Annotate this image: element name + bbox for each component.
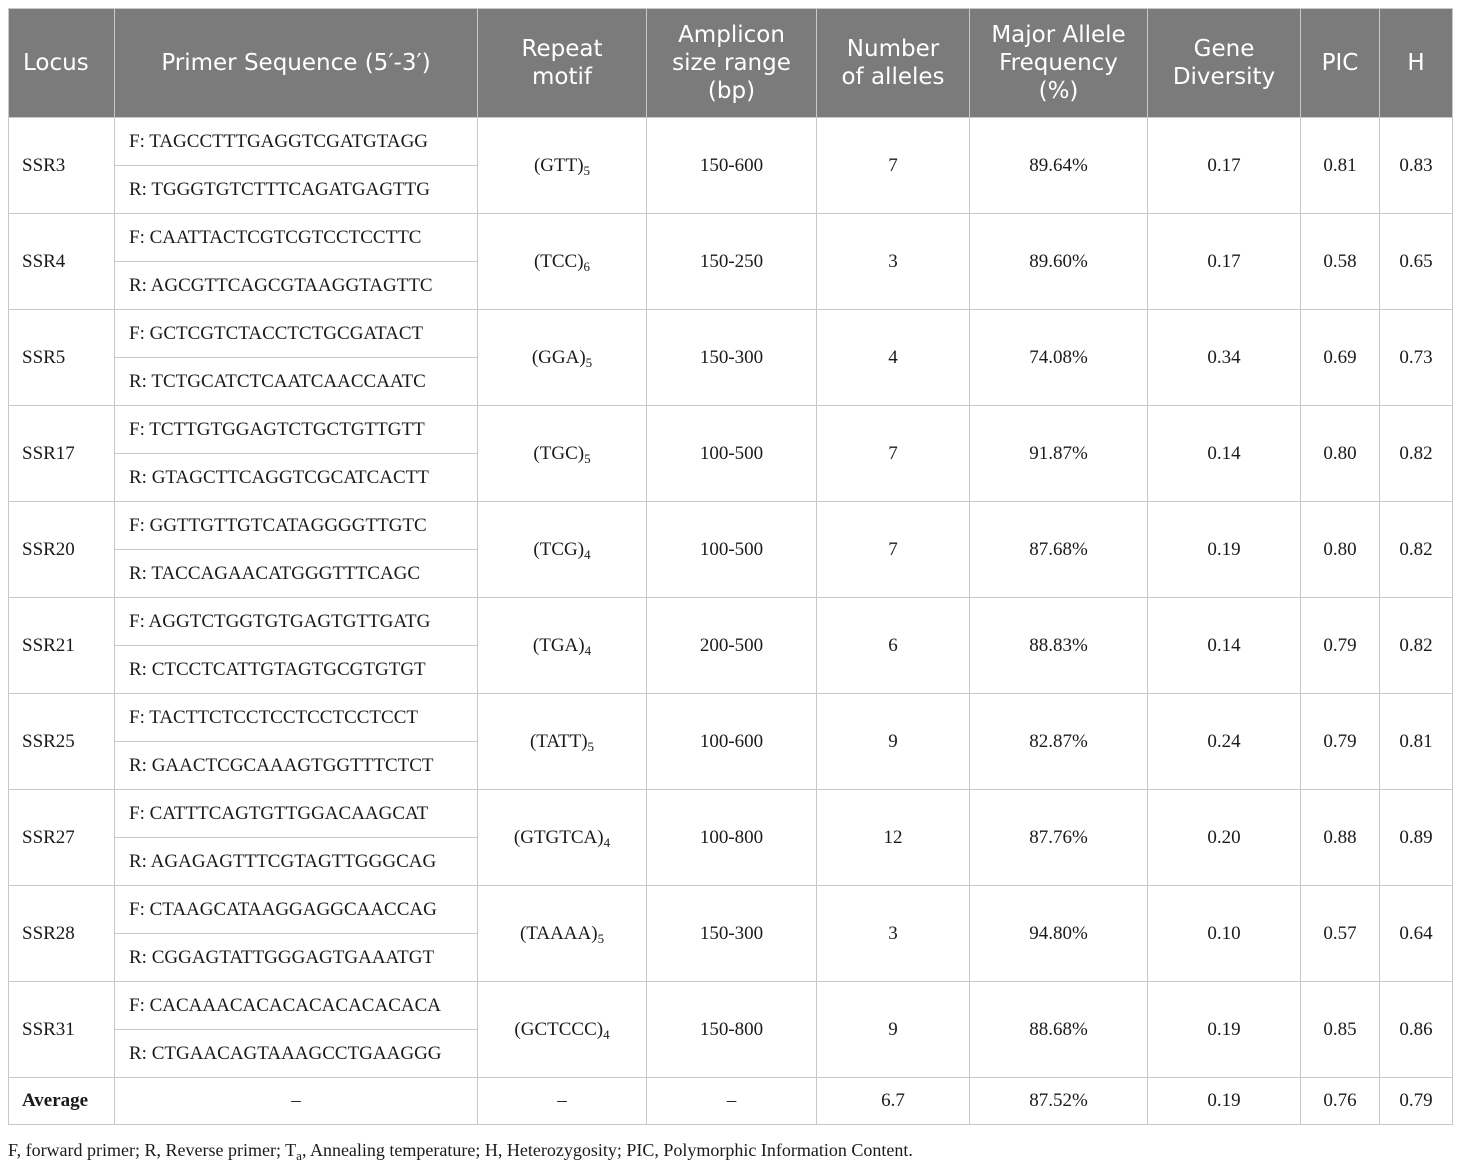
table-row — [9, 310, 1453, 358]
motif-unit: (GTGTCA) — [513, 826, 604, 848]
amplicon-size-cell: 150-300 — [647, 886, 817, 982]
amplicon-size-cell: 100-500 — [647, 502, 817, 598]
locus-cell: SSR4 — [9, 214, 115, 310]
motif-count: 4 — [584, 546, 591, 562]
heterozygosity-cell: 0.73 — [1380, 310, 1453, 406]
table-row — [9, 406, 1453, 454]
header-amp-line3: (bp) — [707, 78, 756, 104]
heterozygosity-cell: 0.81 — [1380, 694, 1453, 790]
amplicon-size-cell: 150-250 — [647, 214, 817, 310]
motif-unit: (GCTCCC) — [514, 1018, 604, 1040]
table-footnote — [8, 1140, 913, 1161]
header-maf-line2: Frequency — [999, 50, 1118, 76]
header-primer-sequence: Primer Sequence (5′-3′) — [115, 9, 478, 118]
gene-diversity-cell: 0.14 — [1148, 406, 1301, 502]
motif-count: 4 — [603, 1026, 610, 1042]
motif-unit: (TAAAA) — [519, 922, 598, 944]
pic-cell: 0.69 — [1301, 310, 1380, 406]
table-row — [9, 118, 1453, 166]
gene-diversity-cell: 0.20 — [1148, 790, 1301, 886]
header-row — [9, 9, 1453, 118]
gene-diversity-cell: 0.14 — [1148, 598, 1301, 694]
allele-count-cell: 9 — [817, 694, 970, 790]
gene-diversity-cell: 0.17 — [1148, 214, 1301, 310]
heterozygosity-cell: 0.82 — [1380, 406, 1453, 502]
average-primer-cell: – — [115, 1078, 478, 1125]
major-allele-frequency-cell: 88.68% — [970, 982, 1148, 1078]
locus-cell: SSR28 — [9, 886, 115, 982]
gene-diversity-cell: 0.19 — [1148, 982, 1301, 1078]
repeat-motif-cell — [478, 790, 647, 886]
amplicon-size-cell: 150-600 — [647, 118, 817, 214]
repeat-motif-cell — [478, 502, 647, 598]
locus-cell: SSR20 — [9, 502, 115, 598]
table-row — [9, 694, 1453, 742]
major-allele-frequency-cell: 89.64% — [970, 118, 1148, 214]
repeat-motif-cell — [478, 598, 647, 694]
motif-count: 5 — [584, 450, 591, 466]
pic-cell: 0.58 — [1301, 214, 1380, 310]
table-row — [9, 502, 1453, 550]
average-gene-diversity-cell: 0.19 — [1148, 1078, 1301, 1125]
average-allele-count-cell: 6.7 — [817, 1078, 970, 1125]
reverse-primer-cell: R: TGGGTGTCTTTCAGATGAGTTG — [115, 166, 478, 214]
header-motif-line1: Repeat — [521, 36, 603, 62]
header-maf-line3: (%) — [1038, 78, 1079, 104]
motif-count: 4 — [603, 834, 611, 850]
motif-unit: (TGA) — [532, 634, 585, 656]
forward-primer-cell: F: GGTTGTTGTCATAGGGGTTGTC — [115, 502, 478, 550]
header-gd-line1: Gene — [1193, 36, 1255, 62]
forward-primer-cell: F: TCTTGTGGAGTCTGCTGTTGTT — [115, 406, 478, 454]
motif-count: 6 — [583, 258, 591, 274]
repeat-motif-cell — [478, 406, 647, 502]
heterozygosity-cell: 0.83 — [1380, 118, 1453, 214]
motif-count: 5 — [587, 738, 595, 754]
pic-cell: 0.57 — [1301, 886, 1380, 982]
table-body — [9, 118, 1453, 1125]
locus-cell: SSR25 — [9, 694, 115, 790]
major-allele-frequency-cell: 87.76% — [970, 790, 1148, 886]
table-wrapper — [8, 8, 1452, 1125]
gene-diversity-cell: 0.24 — [1148, 694, 1301, 790]
reverse-primer-cell: R: CGGAGTATTGGGAGTGAAATGT — [115, 934, 478, 982]
amplicon-size-cell: 100-600 — [647, 694, 817, 790]
average-label: Average — [9, 1078, 115, 1125]
major-allele-frequency-cell: 91.87% — [970, 406, 1148, 502]
reverse-primer-cell: R: CTGAACAGTAAAGCCTGAAGGG — [115, 1030, 478, 1078]
header-gd-line2: Diversity — [1172, 64, 1276, 90]
motif-unit: (TATT) — [529, 730, 588, 752]
ssr-marker-table — [8, 8, 1453, 1125]
repeat-motif-cell — [478, 214, 647, 310]
motif-unit: (TGC) — [533, 442, 585, 464]
allele-count-cell: 7 — [817, 118, 970, 214]
allele-count-cell: 4 — [817, 310, 970, 406]
forward-primer-cell: F: CTAAGCATAAGGAGGCAACCAG — [115, 886, 478, 934]
major-allele-frequency-cell: 82.87% — [970, 694, 1148, 790]
heterozygosity-cell: 0.65 — [1380, 214, 1453, 310]
reverse-primer-cell: R: TCTGCATCTCAATCAACCAATC — [115, 358, 478, 406]
forward-primer-cell: F: TACTTCTCCTCCTCCTCCTCCT — [115, 694, 478, 742]
reverse-primer-cell: R: GTAGCTTCAGGTCGCATCACTT — [115, 454, 478, 502]
table-row — [9, 982, 1453, 1030]
header-major-allele-frequency — [970, 9, 1148, 118]
pic-cell: 0.80 — [1301, 406, 1380, 502]
header-num-line2: of alleles — [841, 64, 945, 90]
pic-cell: 0.88 — [1301, 790, 1380, 886]
forward-primer-cell: F: CACAAACACACACACACACACA — [115, 982, 478, 1030]
footnote-part1: F, forward primer; R, Reverse primer; T — [8, 1140, 297, 1160]
motif-unit: (TCC) — [533, 250, 584, 272]
locus-cell: SSR21 — [9, 598, 115, 694]
header-gene-diversity — [1148, 9, 1301, 118]
heterozygosity-cell: 0.82 — [1380, 598, 1453, 694]
table-row — [9, 886, 1453, 934]
header-pic: PIC — [1301, 9, 1380, 118]
pic-cell: 0.79 — [1301, 694, 1380, 790]
reverse-primer-cell: R: CTCCTCATTGTAGTGCGTGTGT — [115, 646, 478, 694]
heterozygosity-cell: 0.89 — [1380, 790, 1453, 886]
heterozygosity-cell: 0.64 — [1380, 886, 1453, 982]
major-allele-frequency-cell: 87.68% — [970, 502, 1148, 598]
average-motif-cell: – — [478, 1078, 647, 1125]
repeat-motif-cell — [478, 694, 647, 790]
header-amplicon-size — [647, 9, 817, 118]
allele-count-cell: 7 — [817, 502, 970, 598]
locus-cell: SSR31 — [9, 982, 115, 1078]
repeat-motif-cell — [478, 310, 647, 406]
table-header — [9, 9, 1453, 118]
reverse-primer-cell: R: AGCGTTCAGCGTAAGGTAGTTC — [115, 262, 478, 310]
average-row — [9, 1078, 1453, 1125]
table-row — [9, 790, 1453, 838]
amplicon-size-cell: 150-800 — [647, 982, 817, 1078]
average-maf-cell: 87.52% — [970, 1078, 1148, 1125]
major-allele-frequency-cell: 74.08% — [970, 310, 1148, 406]
allele-count-cell: 7 — [817, 406, 970, 502]
motif-count: 4 — [584, 642, 592, 658]
forward-primer-cell: F: GCTCGTCTACCTCTGCGATACT — [115, 310, 478, 358]
reverse-primer-cell: R: GAACTCGCAAAGTGGTTTCTCT — [115, 742, 478, 790]
locus-cell: SSR27 — [9, 790, 115, 886]
locus-cell: SSR3 — [9, 118, 115, 214]
table-row — [9, 598, 1453, 646]
reverse-primer-cell: R: TACCAGAACATGGGTTTCAGC — [115, 550, 478, 598]
amplicon-size-cell: 100-500 — [647, 406, 817, 502]
footnote-subscript: a — [296, 1148, 302, 1163]
header-repeat-motif — [478, 9, 647, 118]
motif-count: 5 — [583, 162, 591, 178]
repeat-motif-cell — [478, 982, 647, 1078]
motif-count: 5 — [597, 930, 605, 946]
header-motif-line2: motif — [532, 64, 592, 90]
average-pic-cell: 0.76 — [1301, 1078, 1380, 1125]
header-num-line1: Number — [846, 36, 940, 62]
repeat-motif-cell — [478, 118, 647, 214]
header-maf-line1: Major Allele — [991, 22, 1126, 48]
allele-count-cell: 3 — [817, 886, 970, 982]
header-number-of-alleles — [817, 9, 970, 118]
pic-cell: 0.80 — [1301, 502, 1380, 598]
pic-cell: 0.79 — [1301, 598, 1380, 694]
reverse-primer-cell: R: AGAGAGTTTCGTAGTTGGGCAG — [115, 838, 478, 886]
header-amp-line2: size range — [672, 50, 791, 76]
allele-count-cell: 6 — [817, 598, 970, 694]
motif-count: 5 — [585, 354, 593, 370]
major-allele-frequency-cell: 89.60% — [970, 214, 1148, 310]
forward-primer-cell: F: TAGCCTTTGAGGTCGATGTAGG — [115, 118, 478, 166]
footnote-part2: , Annealing temperature; H, Heterozygosity; PIC, Polymorphic Information Content. — [301, 1140, 913, 1160]
pic-cell: 0.85 — [1301, 982, 1380, 1078]
table-row — [9, 214, 1453, 262]
amplicon-size-cell: 100-800 — [647, 790, 817, 886]
header-locus: Locus — [9, 9, 115, 118]
forward-primer-cell: F: AGGTCTGGTGTGAGTGTTGATG — [115, 598, 478, 646]
locus-cell: SSR17 — [9, 406, 115, 502]
forward-primer-cell: F: CATTTCAGTGTTGGACAAGCAT — [115, 790, 478, 838]
heterozygosity-cell: 0.86 — [1380, 982, 1453, 1078]
allele-count-cell: 12 — [817, 790, 970, 886]
header-amp-line1: Amplicon — [678, 22, 785, 48]
motif-unit: (GTT) — [533, 154, 584, 176]
header-heterozygosity: H — [1380, 9, 1453, 118]
major-allele-frequency-cell: 88.83% — [970, 598, 1148, 694]
pic-cell: 0.81 — [1301, 118, 1380, 214]
locus-cell: SSR5 — [9, 310, 115, 406]
motif-unit: (TCG) — [533, 538, 585, 560]
gene-diversity-cell: 0.19 — [1148, 502, 1301, 598]
gene-diversity-cell: 0.17 — [1148, 118, 1301, 214]
average-amplicon-cell: – — [647, 1078, 817, 1125]
gene-diversity-cell: 0.10 — [1148, 886, 1301, 982]
major-allele-frequency-cell: 94.80% — [970, 886, 1148, 982]
amplicon-size-cell: 150-300 — [647, 310, 817, 406]
allele-count-cell: 3 — [817, 214, 970, 310]
heterozygosity-cell: 0.82 — [1380, 502, 1453, 598]
gene-diversity-cell: 0.34 — [1148, 310, 1301, 406]
amplicon-size-cell: 200-500 — [647, 598, 817, 694]
repeat-motif-cell — [478, 886, 647, 982]
average-heterozygosity-cell: 0.79 — [1380, 1078, 1453, 1125]
allele-count-cell: 9 — [817, 982, 970, 1078]
forward-primer-cell: F: CAATTACTCGTCGTCCTCCTTC — [115, 214, 478, 262]
motif-unit: (GGA) — [531, 346, 586, 368]
